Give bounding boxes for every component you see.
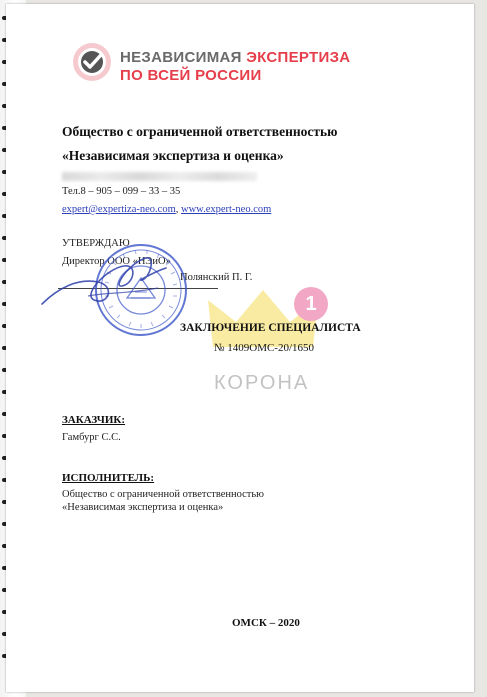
watermark-badge: 1	[294, 287, 328, 321]
document-number: № 1409ОМС-20/1650	[214, 342, 315, 354]
customer-name: Гамбург С.С.	[62, 432, 121, 443]
website-link[interactable]: www.expert-neo.com	[181, 204, 272, 215]
handwritten-signature-icon	[38, 248, 188, 318]
executor-form: Общество с ограниченной ответственностью	[62, 489, 265, 500]
check-badge-icon	[70, 40, 114, 84]
redacted-address	[62, 172, 257, 181]
logo-subtitle: ПО ВСЕЙ РОССИИ	[120, 67, 262, 84]
director-label: Директор ООО «НЭиО»	[62, 256, 171, 267]
contacts-separator: ,	[175, 204, 181, 215]
org-form: Общество с ограниченной ответственностью	[62, 124, 338, 139]
watermark-text: КОРОНА	[214, 372, 310, 394]
logo-title	[120, 49, 350, 66]
document-title: ЗАКЛЮЧЕНИЕ СПЕЦИАЛИСТА	[180, 322, 361, 334]
email-link[interactable]: expert@expertiza-neo.com	[62, 204, 176, 215]
executor-label: ИСПОЛНИТЕЛЬ:	[62, 472, 155, 484]
signer-name: Полянский П. Г.	[180, 272, 253, 283]
org-contacts	[62, 204, 271, 215]
customer-label: ЗАКАЗЧИК:	[62, 414, 126, 426]
city-year: ОМСК – 2020	[232, 617, 300, 629]
logo-word-expertise: ЭКСПЕРТИЗА	[246, 49, 351, 66]
logo-word-independent: НЕЗАВИСИМАЯ	[120, 49, 242, 66]
executor-name: «Независимая экспертиза и оценка»	[62, 502, 224, 513]
org-name: «Независимая экспертиза и оценка»	[62, 148, 284, 163]
approve-label: УТВЕРЖДАЮ	[62, 238, 130, 249]
org-phone: Тел.8 – 905 – 099 – 33 – 35	[62, 186, 181, 197]
